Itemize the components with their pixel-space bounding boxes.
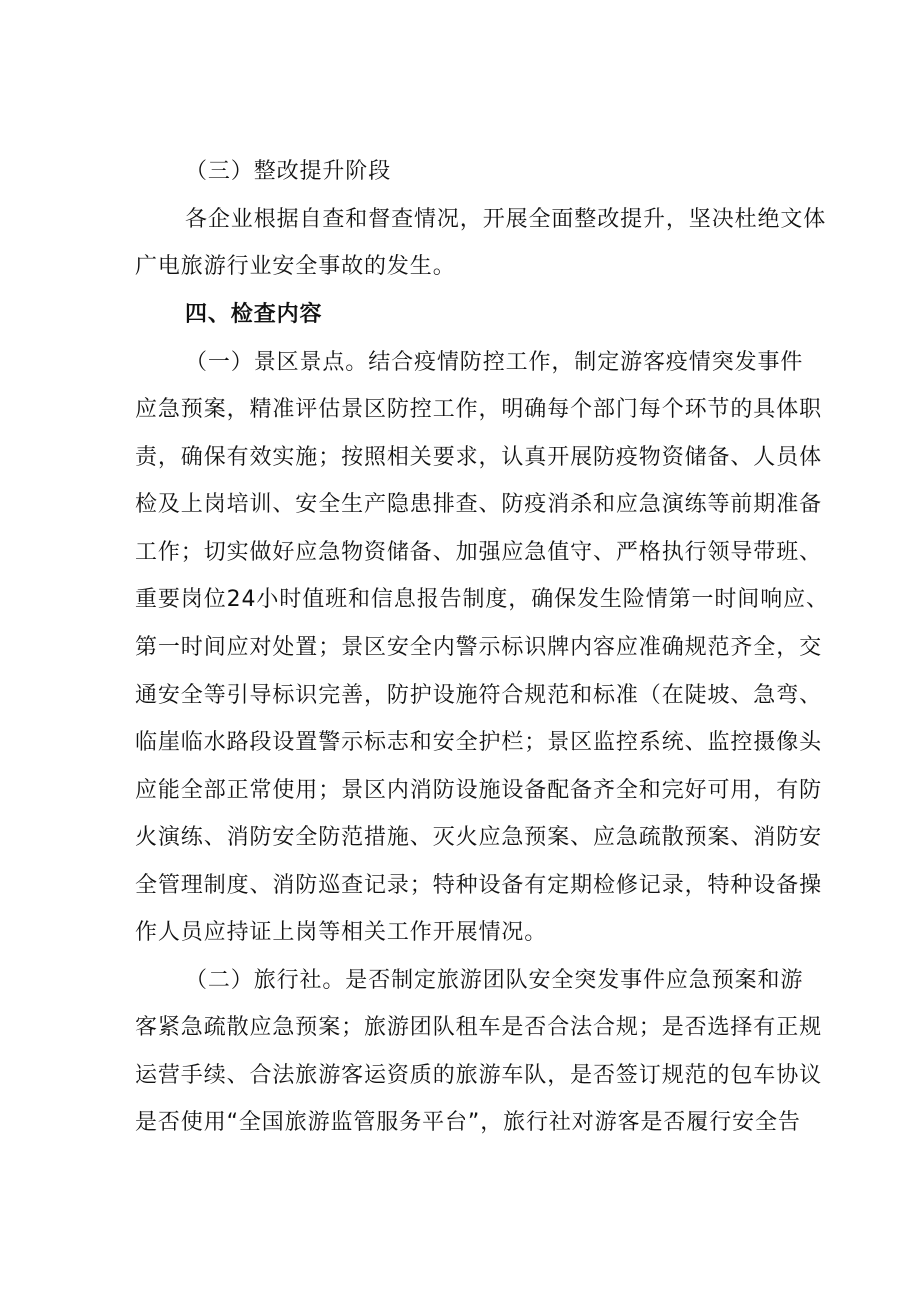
item-1-line-3: 责，确保有效实施；按照相关要求，认真开展防疫物资储备、人员体	[135, 445, 823, 470]
item-1-line-5: 工作；切实做好应急物资储备、加强应急值守、严格执行领导带班、	[135, 540, 823, 565]
section-3-body-line-2: 广电旅游行业安全事故的发生。	[135, 254, 456, 279]
item-1-line-10: 应能全部正常使用；景区内消防设施设备配备齐全和完好可用，有防	[135, 778, 823, 803]
item-1-line-7: 第一时间应对处置；景区安全内警示标识牌内容应准确规范齐全，交	[135, 635, 823, 660]
item-1-line-9: 临崖临水路段设置警示标志和安全护栏；景区监控系统、监控摄像头	[135, 730, 823, 755]
item-1-line-1: （一）景区景点。结合疫情防控工作，制定游客疫情突发事件	[185, 350, 804, 375]
item-2-line-1: （二）旅行社。是否制定旅游团队安全突发事件应急预案和游	[185, 968, 804, 993]
item-1-line-2: 应急预案，精准评估景区防控工作，明确每个部门每个环节的具体职	[135, 397, 823, 422]
item-1-line-12: 全管理制度、消防巡查记录；特种设备有定期检修记录，特种设备操	[135, 873, 823, 898]
item-1-line-11: 火演练、消防安全防范措施、灭火应急预案、应急疏散预案、消防安	[135, 825, 823, 850]
item-1-line-4: 检及上岗培训、安全生产隐患排查、防疫消杀和应急演练等前期准备	[135, 492, 823, 517]
item-2-line-4: 是否使用“全国旅游监管服务平台”，旅行社对游客是否履行安全告	[135, 1110, 801, 1135]
section-3-title: （三）整改提升阶段	[185, 159, 392, 184]
item-1-line-8: 通安全等引导标识完善，防护设施符合规范和标准（在陡坡、急弯、	[135, 683, 823, 708]
section-3-body-line-1: 各企业根据自查和督查情况，开展全面整改提升，坚决杜绝文体	[185, 207, 827, 232]
heading-check-content: 四、检查内容	[185, 302, 323, 327]
item-1-line-13: 作人员应持证上岗等相关工作开展情况。	[135, 920, 548, 945]
item-2-line-3: 运营手续、合法旅游客运资质的旅游车队，是否签订规范的包车协议	[135, 1063, 823, 1088]
item-2-line-2: 客紧急疏散应急预案；旅游团队租车是否合法合规；是否选择有正规	[135, 1015, 823, 1040]
item-1-line-6: 重要岗位24小时值班和信息报告制度，确保发生险情第一时间响应、	[135, 587, 829, 612]
